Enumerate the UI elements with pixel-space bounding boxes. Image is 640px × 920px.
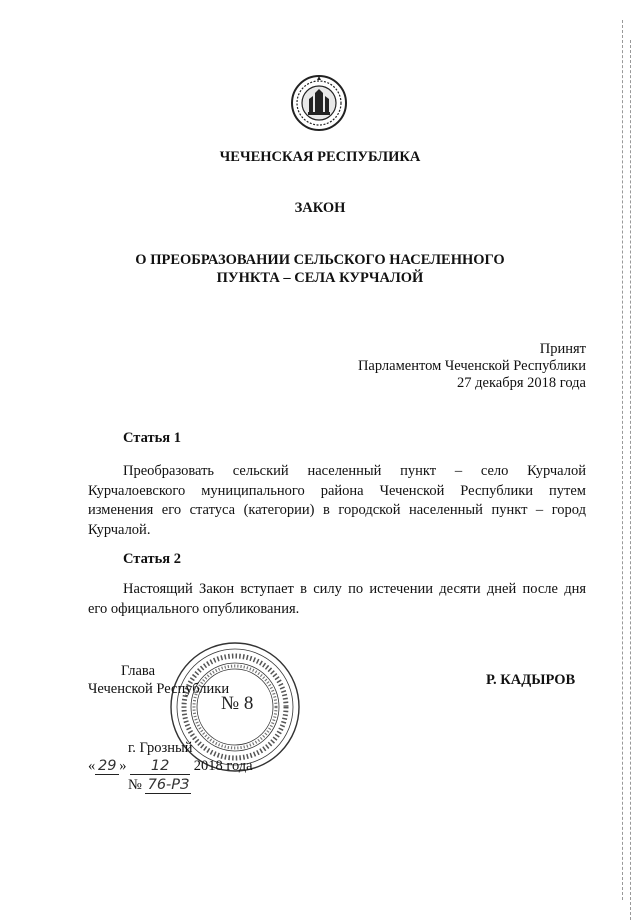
coat-of-arms-emblem xyxy=(291,72,347,134)
signer-role-line-1: Глава xyxy=(120,663,156,679)
article-1-heading: Статья 1 xyxy=(123,430,181,446)
article-1-text xyxy=(88,462,586,540)
signer-name: Р. КАДЫРОВ xyxy=(486,672,576,688)
date-close-quote: » xyxy=(119,758,127,774)
article-2-heading: Статья 2 xyxy=(123,551,181,567)
signing-date xyxy=(88,758,253,775)
republic-heading: ЧЕЧЕНСКАЯ РЕСПУБЛИКА xyxy=(219,149,421,165)
date-open-quote: « xyxy=(88,758,96,774)
article-1-line: Преобразовать сельский населенный пункт – село Курчалой xyxy=(123,463,586,479)
adoption-line: Парламентом Чеченской Республики xyxy=(357,358,586,374)
article-1-line: Курчалоевского муниципального района Чеченской Республики путем xyxy=(88,482,586,499)
adoption-date: 27 декабря 2018 года xyxy=(457,375,586,391)
date-year: 2018 года xyxy=(193,758,253,774)
article-1-line: изменения его статуса (категории) в городской населенный пункт – город xyxy=(88,502,586,518)
date-day: 29 xyxy=(95,758,119,775)
law-title-line-1: О ПРЕОБРАЗОВАНИИ СЕЛЬСКОГО НАСЕЛЕННОГО xyxy=(135,252,505,268)
article-2-line: его официального опубликования. xyxy=(88,600,300,617)
place-of-signing: г. Грозный xyxy=(128,740,193,756)
article-2-text xyxy=(88,580,586,619)
document-type-heading: ЗАКОН xyxy=(294,200,346,216)
law-number-label: № xyxy=(128,777,142,793)
law-number-value: 76-РЗ xyxy=(145,777,191,794)
scan-edge-mark xyxy=(630,40,632,920)
date-month: 12 xyxy=(130,758,190,775)
adoption-line: Принят xyxy=(539,341,586,357)
signer-role-line-2: Чеченской Республики xyxy=(88,681,230,697)
law-title-line-2: ПУНКТА – СЕЛА КУРЧАЛОЙ xyxy=(216,270,424,286)
article-1-line: Курчалой. xyxy=(88,521,151,538)
stamp-number: № 8 xyxy=(221,693,254,714)
adoption-block xyxy=(300,341,586,392)
article-2-line: Настоящий Закон вступает в силу по истечении десяти дней после дня xyxy=(123,581,586,597)
law-number xyxy=(128,777,191,794)
